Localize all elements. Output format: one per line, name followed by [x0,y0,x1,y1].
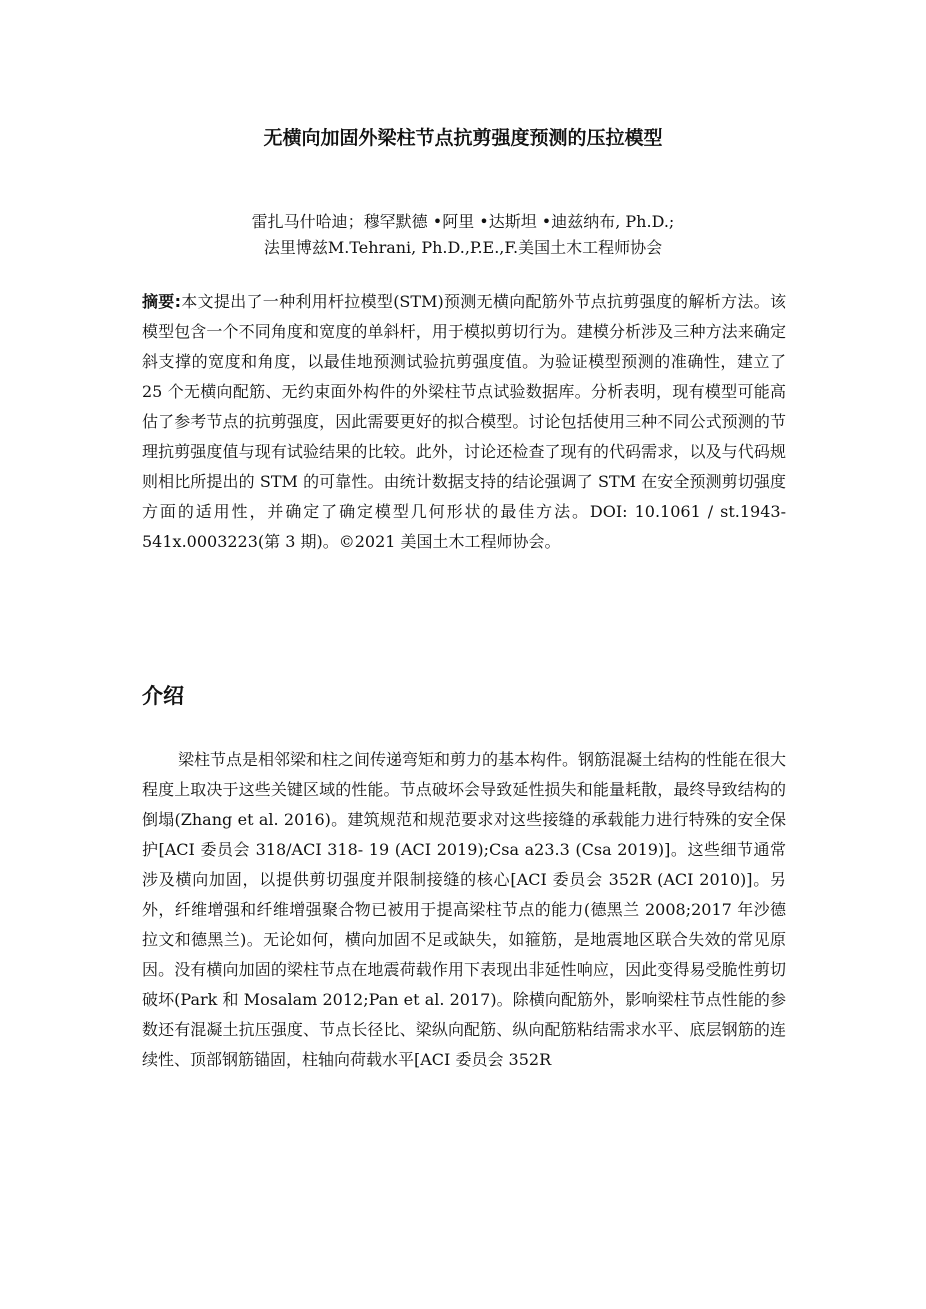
author-line-1: 雷扎马什哈迪；穆罕默德 •阿里 •达斯坦 •迪兹纳布, Ph.D.; [251,212,675,231]
paper-title: 无横向加固外梁柱节点抗剪强度预测的压拉模型 [263,127,663,149]
section-heading-introduction: 介绍 [142,684,184,708]
abstract-label: 摘要: [142,292,181,311]
abstract-paragraph [142,287,786,557]
abstract-text: 本文提出了一种利用杆拉模型(STM)预测无横向配筋外节点抗剪强度的解析方法。该模型包含一个不同角度和宽度的单斜杆，用于模拟剪切行为。建模分析涉及三种方法来确定斜支撑的宽度和角度，以最佳地预测试验抗剪强度值。为验证模型预测的准确性，建立了 25 个无横向配筋、无约束面外构件的外梁柱节点试验数据库。分析表明，现有模型可能高估了参考节点的抗剪强度，因此需要更好的拟合模型。讨论包括使用三种不同公式预测的节理抗剪强度值与现有试验结果的比较。此外，讨论还检查了现有的代码需求，以及与代码规则相比所提出的 STM 的可靠性。由统计数据支持的结论强调了 STM 在安全预测剪切强度方面的适用性，并确定了确定模型几何形状的最佳方法。DOI: 10.1061 / st.1943‐541x.0003223(第 3 期)。©2021 美国土木工程师协会。 [142,292,786,551]
author-block [0,209,926,261]
author-line-2: 法里博兹M.Tehrani, Ph.D.,P.E.,F.美国土木工程师协会 [263,238,663,257]
introduction-paragraph: 梁柱节点是相邻梁和柱之间传递弯矩和剪力的基本构件。钢筋混凝土结构的性能在很大程度上取决于这些关键区域的性能。节点破坏会导致延性损失和能量耗散，最终导致结构的倒塌(Zhang et al. 2016)。建筑规范和规范要求对这些接缝的承载能力进行特殊的安全保护[ACI 委员会 318/ACI 318- 19 (ACI 2019);Csa a23.3 (Csa 2019)]。这些细节通常涉及横向加固，以提供剪切强度并限制接缝的核心[ACI 委员会 352R (ACI 2010)]。另外，纤维增强和纤维增强聚合物已被用于提高梁柱节点的能力(德黑兰 2008;2017 年沙德拉文和德黑兰)。无论如何，横向加固不足或缺失，如箍筋，是地震地区联合失效的常见原因。没有横向加固的梁柱节点在地震荷载作用下表现出非延性响应，因此变得易受脆性剪切破坏(Park 和 Mosalam 2012;Pan et al. 2017)。除横向配筋外，影响梁柱节点性能的参数还有混凝土抗压强度、节点长径比、梁纵向配筋、纵向配筋粘结需求水平、底层钢筋的连续性、顶部钢筋锚固，柱轴向荷载水平[ACI 委员会 352R [142,750,787,1069]
